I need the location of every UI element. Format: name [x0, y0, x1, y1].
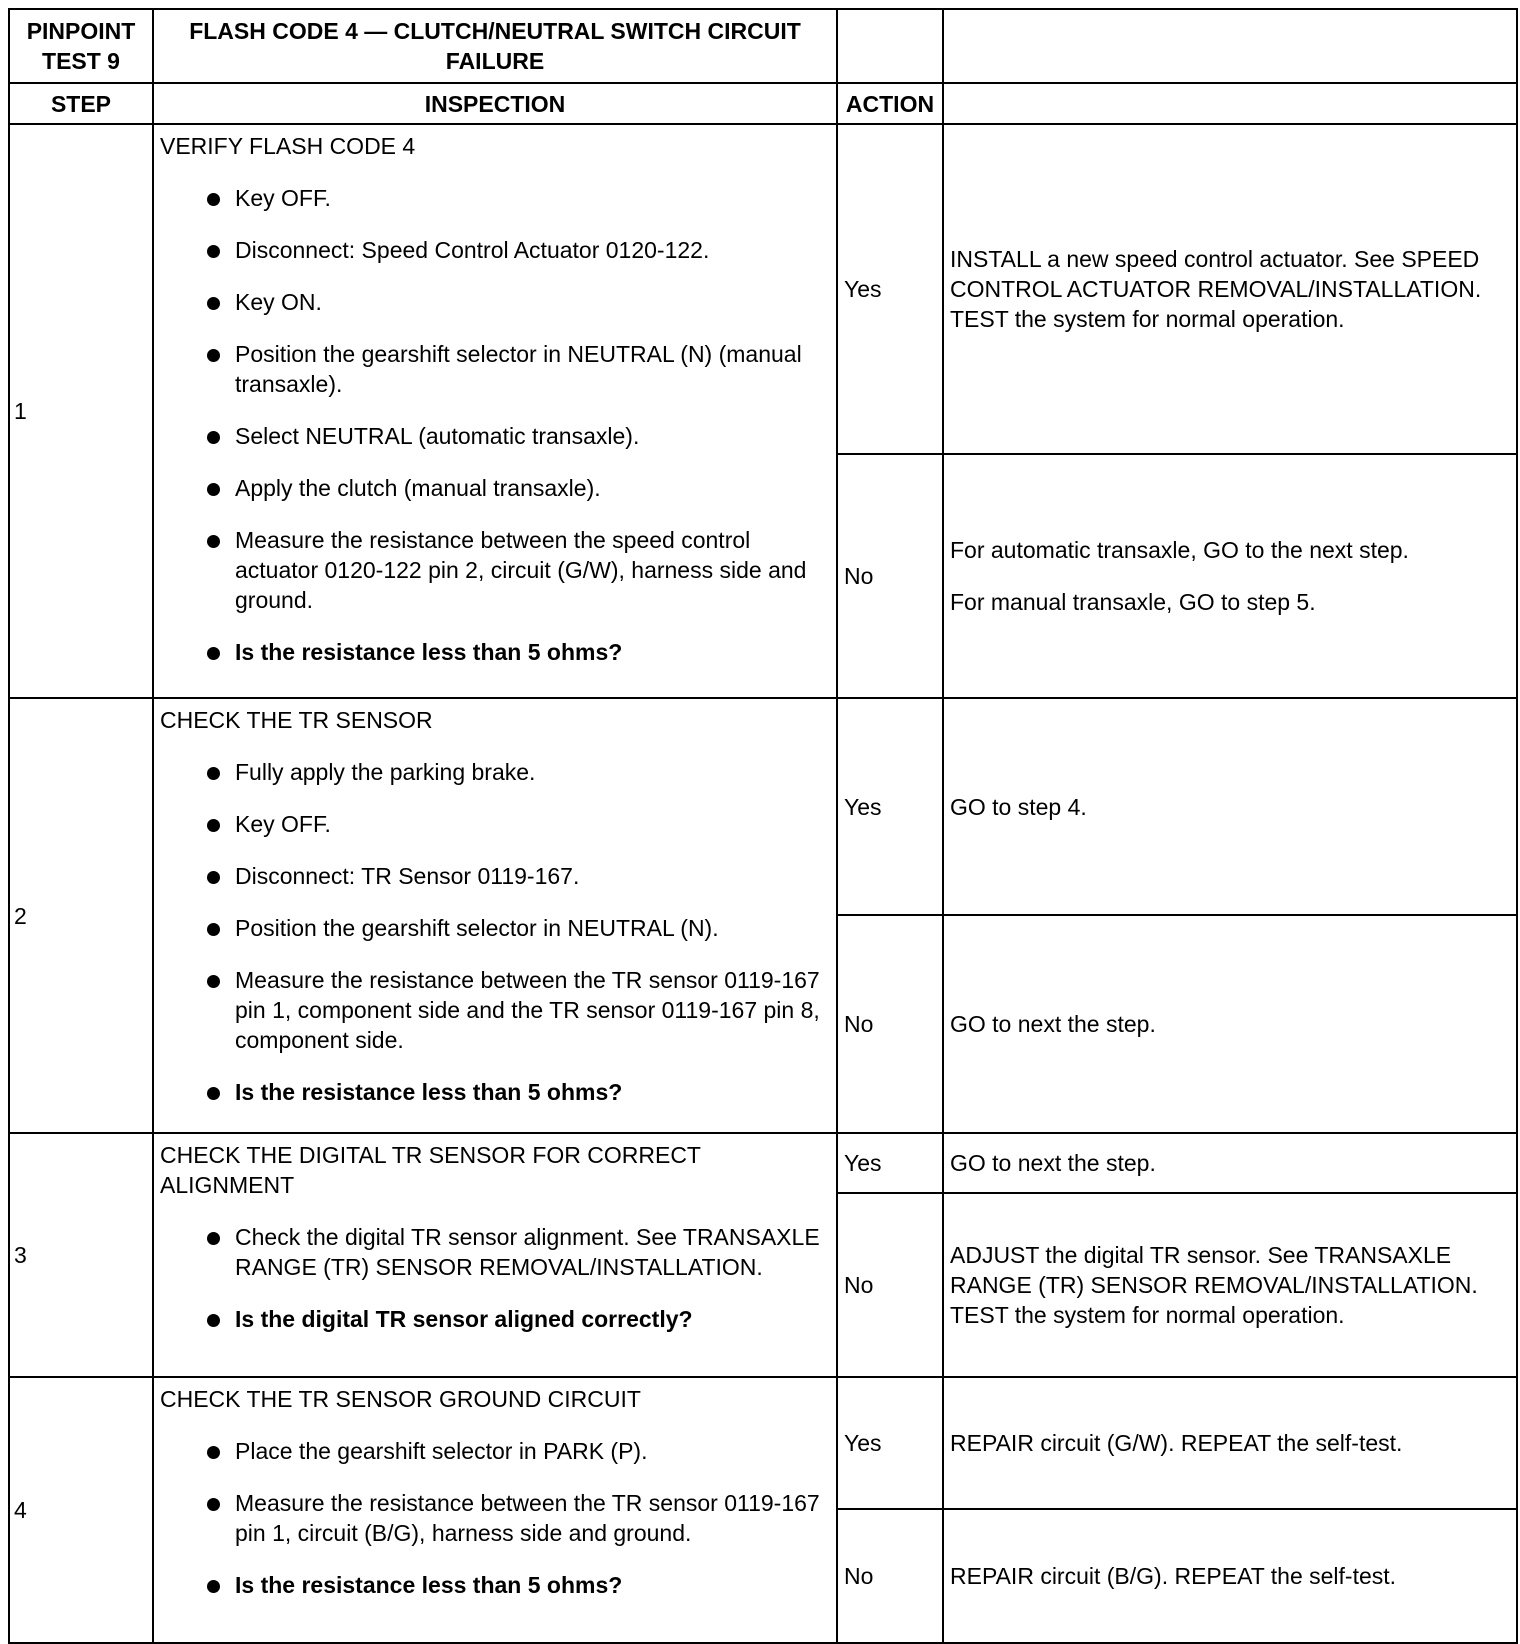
step-2-bullets	[160, 757, 830, 1107]
yes-label: Yes	[837, 1133, 943, 1193]
step-4-yes-row	[9, 1377, 1517, 1509]
yes-action: GO to next the step.	[943, 1133, 1517, 1193]
no-action: ADJUST the digital TR sensor. See TRANSAXLE RANGE (TR) SENSOR REMOVAL/INSTALLATION. TEST the system for normal operation.	[943, 1193, 1517, 1377]
no-action	[943, 454, 1517, 698]
list-item: Place the gearshift selector in PARK (P).	[160, 1436, 830, 1466]
action-column-header: ACTION	[837, 83, 943, 124]
step-title: CHECK THE DIGITAL TR SENSOR FOR CORRECT ALIGNMENT	[160, 1142, 701, 1198]
yes-label: Yes	[837, 124, 943, 454]
step-3-yes-row	[9, 1133, 1517, 1193]
yes-action: REPAIR circuit (G/W). REPEAT the self-test.	[943, 1377, 1517, 1509]
step-2-inspection	[153, 698, 837, 1133]
list-item: Disconnect: TR Sensor 0119-167.	[160, 861, 830, 891]
step-number: 4	[9, 1377, 153, 1643]
step-title: VERIFY FLASH CODE 4	[160, 133, 416, 159]
list-item: Key OFF.	[160, 809, 830, 839]
step-question: Is the resistance less than 5 ohms?	[160, 1077, 830, 1107]
header-row	[9, 9, 1517, 83]
step-question: Is the resistance less than 5 ohms?	[160, 637, 830, 667]
step-column-header: STEP	[9, 83, 153, 124]
header-empty-cell	[837, 9, 943, 83]
list-item: Check the digital TR sensor alignment. See TRANSAXLE RANGE (TR) SENSOR REMOVAL/INSTALLATION.	[160, 1222, 830, 1282]
list-item: Key OFF.	[160, 183, 830, 213]
no-label: No	[837, 454, 943, 698]
header-empty-cell	[943, 9, 1517, 83]
step-number: 3	[9, 1133, 153, 1377]
no-label: No	[837, 1509, 943, 1643]
list-item: Position the gearshift selector in NEUTRAL (N).	[160, 913, 830, 943]
list-item: Position the gearshift selector in NEUTRAL (N) (manual transaxle).	[160, 339, 830, 399]
step-4-inspection	[153, 1377, 837, 1643]
pinpoint-test-table	[8, 8, 1518, 1644]
list-item: Fully apply the parking brake.	[160, 757, 830, 787]
step-question: Is the resistance less than 5 ohms?	[160, 1570, 830, 1600]
pinpoint-label: PINPOINT TEST 9	[9, 9, 153, 83]
step-3-bullets	[160, 1222, 830, 1334]
yes-label: Yes	[837, 698, 943, 915]
list-item: Measure the resistance between the speed control actuator 0120-122 pin 2, circuit (G/W), harness side and ground.	[160, 525, 830, 615]
no-action-line: For automatic transaxle, GO to the next step.	[950, 537, 1409, 563]
yes-action: INSTALL a new speed control actuator. See SPEED CONTROL ACTUATOR REMOVAL/INSTALLATION. TEST the system for normal operation.	[943, 124, 1517, 454]
list-item: Select NEUTRAL (automatic transaxle).	[160, 421, 830, 451]
header-empty-cell	[943, 83, 1517, 124]
no-action: GO to next the step.	[943, 915, 1517, 1133]
step-1-inspection	[153, 124, 837, 698]
yes-label: Yes	[837, 1377, 943, 1509]
list-item: Key ON.	[160, 287, 830, 317]
inspection-column-header: INSPECTION	[153, 83, 837, 124]
no-action-line: For manual transaxle, GO to step 5.	[950, 589, 1316, 615]
list-item: Measure the resistance between the TR sensor 0119-167 pin 1, circuit (B/G), harness side and ground.	[160, 1488, 830, 1548]
list-item: Apply the clutch (manual transaxle).	[160, 473, 830, 503]
step-title: CHECK THE TR SENSOR	[160, 707, 433, 733]
step-1-bullets	[160, 183, 830, 667]
no-action: REPAIR circuit (B/G). REPEAT the self-test.	[943, 1509, 1517, 1643]
list-item: Measure the resistance between the TR sensor 0119-167 pin 1, component side and the TR sensor 0119-167 pin 8, component side.	[160, 965, 830, 1055]
step-question: Is the digital TR sensor aligned correctly?	[160, 1304, 830, 1334]
list-item: Disconnect: Speed Control Actuator 0120-122.	[160, 235, 830, 265]
step-number: 1	[9, 124, 153, 698]
no-label: No	[837, 915, 943, 1133]
column-header-row	[9, 83, 1517, 124]
step-title: CHECK THE TR SENSOR GROUND CIRCUIT	[160, 1386, 641, 1412]
no-label: No	[837, 1193, 943, 1377]
step-4-bullets	[160, 1436, 830, 1600]
step-2-yes-row	[9, 698, 1517, 915]
step-3-inspection	[153, 1133, 837, 1377]
test-title: FLASH CODE 4 — CLUTCH/NEUTRAL SWITCH CIRCUIT FAILURE	[153, 9, 837, 83]
yes-action: GO to step 4.	[943, 698, 1517, 915]
step-1-yes-row	[9, 124, 1517, 454]
step-number: 2	[9, 698, 153, 1133]
